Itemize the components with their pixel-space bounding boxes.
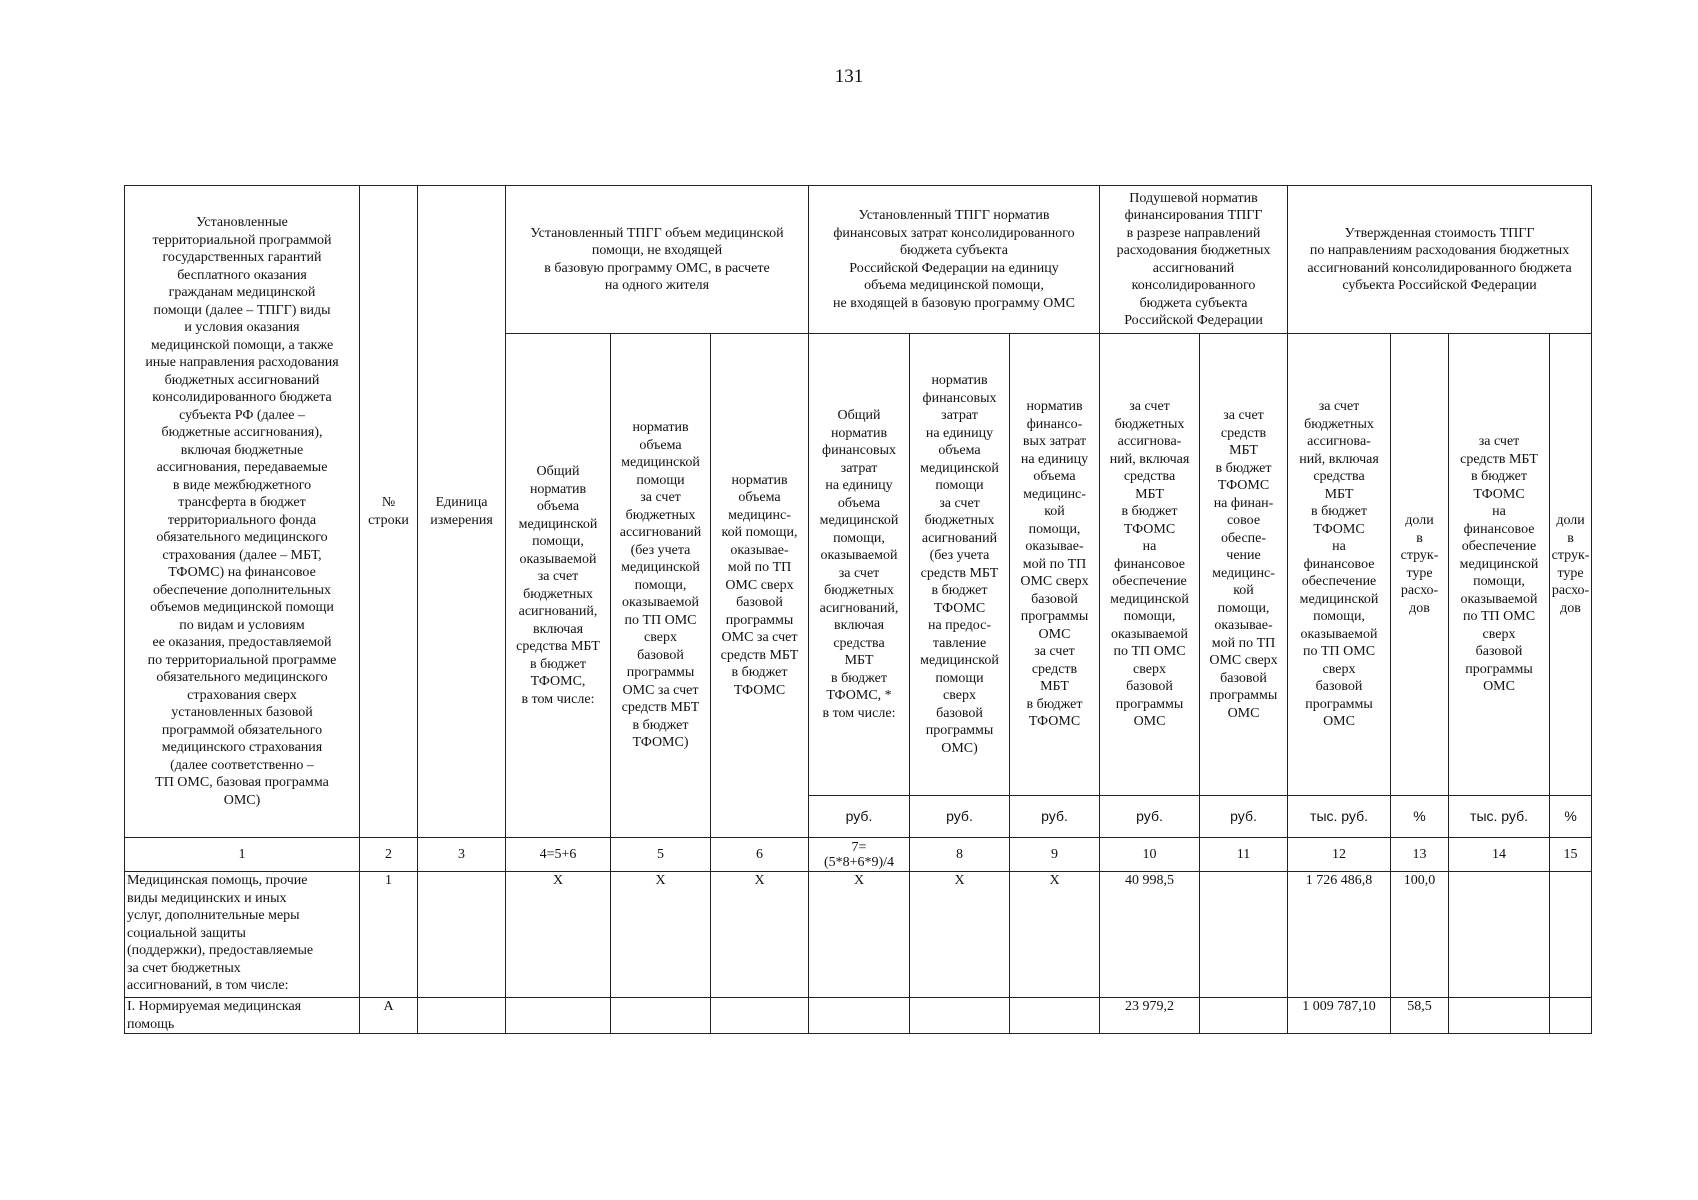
header-col-2: № строки (360, 186, 418, 838)
col-number-13: 13 (1391, 838, 1449, 872)
row-1-col-4: X (506, 872, 611, 998)
row-2-col-11 (1200, 998, 1288, 1034)
row-2-number: А (360, 998, 418, 1034)
header-group-cost-norm: Установленный ТПГГ норматив финансовых затрат консолидированного бюджета субъекта Российской Федерации на единицу объема медицинской помощи, не входящей в базовую программу ОМС (809, 186, 1100, 334)
unit-col-15: % (1550, 796, 1592, 838)
header-group-volume: Установленный ТПГГ объем медицинской помощи, не входящей в базовую программу ОМС, в расчете на одного жителя (506, 186, 809, 334)
row-1-unit (418, 872, 506, 998)
header-col-13: доли в струк- туре расхо- дов (1391, 334, 1449, 796)
col-number-11: 11 (1200, 838, 1288, 872)
header-col-3: Единица измерения (418, 186, 506, 838)
row-1-col-12: 1 726 486,8 (1288, 872, 1391, 998)
row-2-col-6 (711, 998, 809, 1034)
header-col-15: доли в струк- туре расхо- дов (1550, 334, 1592, 796)
col-number-3: 3 (418, 838, 506, 872)
header-group-approved-cost: Утвержденная стоимость ТПГГ по направлениям расходования бюджетных ассигнований консолидированного бюджета субъекта Российской Федерации (1288, 186, 1592, 334)
row-2-col-15 (1550, 998, 1592, 1034)
numbering-row (125, 838, 1592, 872)
row-1-description: Медицинская помощь, прочие виды медицинских и иных услуг, дополнительные меры социальной защиты (поддержки), предоставляемые за счет бюджетных ассигнований, в том числе: (125, 872, 360, 998)
col-number-9: 9 (1010, 838, 1100, 872)
row-1-col-8: X (910, 872, 1010, 998)
header-col-6: норматив объема медицинс- кой помощи, оказывае- мой по ТП ОМС сверх базовой программы ОМС за счет средств МБТ в бюджет ТФОМС (711, 334, 809, 838)
col-number-14: 14 (1449, 838, 1550, 872)
header-col-8: норматив финансовых затрат на единицу объема медицинской помощи за счет бюджетных асигнований (без учета средств МБТ в бюджет ТФОМС на предос- тавление медицинской помощи сверх базовой программы ОМС) (910, 334, 1010, 796)
col-number-4: 4=5+6 (506, 838, 611, 872)
row-2-col-8 (910, 998, 1010, 1034)
page-number: 131 (834, 66, 864, 87)
row-2-description: I. Нормируемая медицинская помощь (125, 998, 360, 1034)
row-2-col-4 (506, 998, 611, 1034)
header-col-7: Общий норматив финансовых затрат на единицу объема медицинской помощи, оказываемой за счет бюджетных асигнований, включая средства МБТ в бюджет ТФОМС, * в том числе: (809, 334, 910, 796)
row-1-col-13: 100,0 (1391, 872, 1449, 998)
col-number-10: 10 (1100, 838, 1200, 872)
unit-col-8: руб. (910, 796, 1010, 838)
row-2-col-13: 58,5 (1391, 998, 1449, 1034)
header-group-per-capita: Подушевой норматив финансирования ТПГГ в разрезе направлений расходования бюджетных ассигнований консолидированного бюджета субъекта Российской Федерации (1100, 186, 1288, 334)
row-2-col-5 (611, 998, 711, 1034)
unit-col-14: тыс. руб. (1449, 796, 1550, 838)
row-1-col-9: X (1010, 872, 1100, 998)
row-1-col-11 (1200, 872, 1288, 998)
header-col-11: за счет средств МБТ в бюджет ТФОМС на финан- совое обеспе- чение медицинс- кой помощи, оказывае- мой по ТП ОМС сверх базовой программы ОМС (1200, 334, 1288, 796)
row-1-col-7: X (809, 872, 910, 998)
unit-col-10: руб. (1100, 796, 1200, 838)
row-2-col-12: 1 009 787,10 (1288, 998, 1391, 1034)
header-col-14: за счет средств МБТ в бюджет ТФОМС на финансовое обеспечение медицинской помощи, оказываемой по ТП ОМС сверх базовой программы ОМС (1449, 334, 1550, 796)
row-2-col-10: 23 979,2 (1100, 998, 1200, 1034)
col-number-5: 5 (611, 838, 711, 872)
row-1-col-14 (1449, 872, 1550, 998)
unit-col-9: руб. (1010, 796, 1100, 838)
header-col-9: норматив финансо- вых затрат на единицу объема медицинс- кой помощи, оказывае- мой по ТП ОМС сверх базовой программы ОМС за счет средств МБТ в бюджет ТФОМС (1010, 334, 1100, 796)
table-row (125, 998, 1592, 1034)
row-2-col-9 (1010, 998, 1100, 1034)
row-1-col-15 (1550, 872, 1592, 998)
col-number-8: 8 (910, 838, 1010, 872)
unit-col-12: тыс. руб. (1288, 796, 1391, 838)
col-number-12: 12 (1288, 838, 1391, 872)
header-col-10: за счет бюджетных ассигнова- ний, включая средства МБТ в бюджет ТФОМС на финансовое обеспечение медицинской помощи, оказываемой по ТП ОМС сверх базовой программы ОМС (1100, 334, 1200, 796)
row-1-col-6: X (711, 872, 809, 998)
row-1-col-5: X (611, 872, 711, 998)
financing-table (124, 185, 1592, 1034)
row-2-col-7 (809, 998, 910, 1034)
row-1-number: 1 (360, 872, 418, 998)
header-col-5: норматив объема медицинской помощи за счет бюджетных ассигнований (без учета медицинской помощи, оказываемой по ТП ОМС сверх базовой программы ОМС за счет средств МБТ в бюджет ТФОМС) (611, 334, 711, 838)
col-number-2: 2 (360, 838, 418, 872)
row-1-col-10: 40 998,5 (1100, 872, 1200, 998)
unit-col-13: % (1391, 796, 1449, 838)
table-row (125, 872, 1592, 998)
unit-col-7: руб. (809, 796, 910, 838)
col-number-15: 15 (1550, 838, 1592, 872)
col-number-1: 1 (125, 838, 360, 872)
unit-col-11: руб. (1200, 796, 1288, 838)
col-number-7: 7= (5*8+6*9)/4 (809, 838, 910, 872)
header-col-1: Установленные территориальной программой государственных гарантий бесплатного оказания гражданам медицинской помощи (далее – ТПГГ) виды и условия оказания медицинской помощи, а также иные направления расходования бюджетных ассигнований консолидированного бюджета субъекта РФ (далее – бюджетные ассигнования), включая бюджетные ассигнования, передаваемые в виде межбюджетного трансферта в бюджет территориального фонда обязательного медицинского страхования (далее – МБТ, ТФОМС) на финансовое обеспечение дополнительных объемов медицинской помощи по видам и условиям ее оказания, предоставляемой по территориальной программе обязательного медицинского страхования сверх установленных базовой программой обязательного медицинского страхования (далее соответственно – ТП ОМС, базовая программа ОМС) (125, 186, 360, 838)
header-col-12: за счет бюджетных ассигнова- ний, включая средства МБТ в бюджет ТФОМС на финансовое обеспечение медицинской помощи, оказываемой по ТП ОМС сверх базовой программы ОМС (1288, 334, 1391, 796)
row-2-col-14 (1449, 998, 1550, 1034)
header-col-4: Общий норматив объема медицинской помощи, оказываемой за счет бюджетных асигнований, включая средства МБТ в бюджет ТФОМС, в том числе: (506, 334, 611, 838)
col-number-6: 6 (711, 838, 809, 872)
row-2-unit (418, 998, 506, 1034)
header-row-groups (125, 186, 1592, 334)
